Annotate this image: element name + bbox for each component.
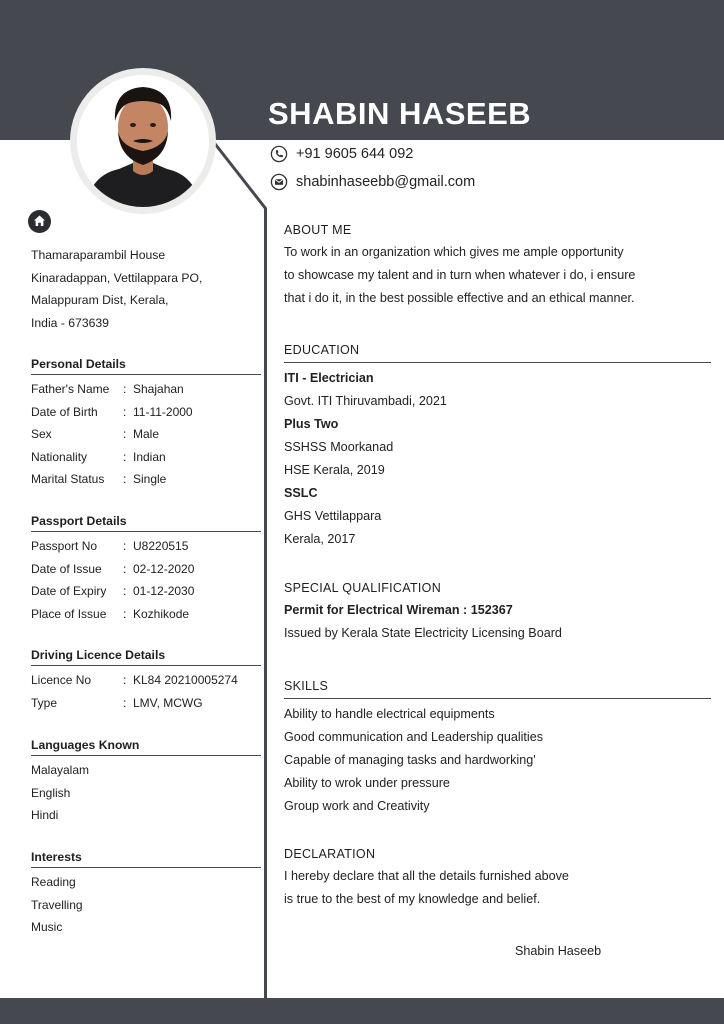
detail-value: 01-12-2030 xyxy=(133,584,195,599)
section-heading: Interests xyxy=(31,850,261,868)
interest-item: Reading xyxy=(31,875,76,889)
declaration-line: I hereby declare that all the details furnished above xyxy=(284,869,569,883)
education-line: GHS Vettilappara xyxy=(284,509,382,523)
detail-row: Nationality : Indian xyxy=(31,446,261,469)
detail-value: 02-12-2020 xyxy=(133,561,195,576)
phone-number[interactable]: +91 9605 644 092 xyxy=(296,146,414,162)
detail-key: Date of Birth xyxy=(31,404,98,419)
detail-row: Licence No : KL84 20210005274 xyxy=(31,669,261,692)
special-qualification-section xyxy=(284,581,711,645)
detail-row: Passport No : U8220515 xyxy=(31,535,261,558)
skill-item: Capable of managing tasks and hardworking' xyxy=(284,753,536,767)
address-line: Kinaradappan, Vettilappara PO, xyxy=(31,270,203,285)
section-heading: EDUCATION xyxy=(284,343,711,363)
footer-band xyxy=(0,998,724,1024)
education-line: Kerala, 2017 xyxy=(284,532,356,546)
interest-item: Travelling xyxy=(31,897,83,912)
address-block xyxy=(31,244,202,334)
address-line: India - 673639 xyxy=(31,315,109,330)
education-heading: ITI - Electrician xyxy=(284,371,374,385)
detail-value: LMV, MCWG xyxy=(133,695,203,710)
detail-key: Place of Issue xyxy=(31,606,107,621)
personal-details-section xyxy=(31,357,261,491)
section-heading: SKILLS xyxy=(284,679,711,699)
detail-value: 11-11-2000 xyxy=(133,404,193,419)
section-heading: Passport Details xyxy=(31,514,261,532)
education-line: SSHSS Moorkanad xyxy=(284,440,394,454)
about-section xyxy=(284,223,711,310)
email-icon xyxy=(270,173,288,191)
education-section xyxy=(284,343,711,551)
skill-item: Group work and Creativity xyxy=(284,799,430,813)
detail-key: Type xyxy=(31,695,58,710)
interest-item: Music xyxy=(31,920,63,935)
phone-icon xyxy=(270,145,288,163)
skill-item: Ability to wrok under pressure xyxy=(284,776,450,790)
about-line: that i do it, in the best possible effective and an ethical manner. xyxy=(284,291,635,305)
detail-value: Indian xyxy=(133,449,166,464)
detail-row: Place of Issue : Kozhikode xyxy=(31,603,261,626)
detail-value: Single xyxy=(133,472,167,487)
email-contact xyxy=(270,173,475,191)
detail-row: Date of Birth : 11-11-2000 xyxy=(31,401,261,424)
detail-key: Date of Expiry xyxy=(31,584,107,599)
address-line: Malappuram Dist, Kerala, xyxy=(31,293,169,307)
detail-value: Shajahan xyxy=(133,382,184,396)
declaration-section xyxy=(284,847,711,911)
education-heading: SSLC xyxy=(284,486,318,500)
language-item: Malayalam xyxy=(31,763,90,777)
column-divider xyxy=(264,208,267,1000)
about-line: to showcase my talent and in turn when whatever i do, i ensure xyxy=(284,268,636,282)
detail-value: Kozhikode xyxy=(133,606,190,621)
language-item: Hindi xyxy=(31,808,59,823)
detail-value: Male xyxy=(133,427,160,442)
detail-key: Licence No xyxy=(31,673,92,687)
passport-details-section xyxy=(31,514,261,625)
detail-key: Father's Name xyxy=(31,382,110,396)
skill-item: Ability to handle electrical equipments xyxy=(284,707,495,721)
detail-row: Father's Name : Shajahan xyxy=(31,378,261,401)
detail-key: Marital Status xyxy=(31,472,105,487)
education-heading: Plus Two xyxy=(284,417,339,431)
address-line: Thamaraparambil House xyxy=(31,248,166,262)
languages-section xyxy=(31,738,261,827)
detail-row: Date of Issue : 02-12-2020 xyxy=(31,558,261,581)
detail-key: Date of Issue xyxy=(31,561,102,576)
detail-row: Type : LMV, MCWG xyxy=(31,692,261,715)
section-heading: SPECIAL QUALIFICATION xyxy=(284,581,442,595)
detail-row: Sex : Male xyxy=(31,423,261,446)
section-heading: Languages Known xyxy=(31,738,261,756)
detail-key: Nationality xyxy=(31,449,88,464)
detail-row: Date of Expiry : 01-12-2030 xyxy=(31,580,261,603)
driving-licence-section xyxy=(31,648,261,714)
declaration-line: is true to the best of my knowledge and belief. xyxy=(284,892,541,906)
education-line: HSE Kerala, 2019 xyxy=(284,463,385,477)
qualification-line: Issued by Kerala State Electricity Licensing Board xyxy=(284,626,562,640)
signature-name: Shabin Haseeb xyxy=(515,944,602,958)
section-heading: Personal Details xyxy=(31,357,261,375)
section-heading: DECLARATION xyxy=(284,847,376,861)
home-icon xyxy=(28,210,51,233)
skill-item: Good communication and Leadership qualities xyxy=(284,730,544,744)
section-heading: ABOUT ME xyxy=(284,223,352,237)
qualification-heading: Permit for Electrical Wireman : 152367 xyxy=(284,603,513,617)
phone-contact xyxy=(270,145,413,163)
email-address[interactable]: shabinhaseebb@gmail.com xyxy=(296,174,476,190)
detail-key: Passport No xyxy=(31,539,98,553)
language-item: English xyxy=(31,785,71,800)
education-line: Govt. ITI Thiruvambadi, 2021 xyxy=(284,394,447,408)
candidate-name: SHABIN HASEEB xyxy=(268,96,532,131)
about-line: To work in an organization which gives me ample opportunity xyxy=(284,245,624,259)
profile-photo xyxy=(77,75,209,207)
detail-value: KL84 20210005274 xyxy=(133,673,238,687)
detail-row: Marital Status : Single xyxy=(31,468,261,491)
detail-value: U8220515 xyxy=(133,539,189,553)
skills-section xyxy=(284,679,711,818)
section-heading: Driving Licence Details xyxy=(31,648,261,666)
interests-section xyxy=(31,850,261,939)
detail-key: Sex xyxy=(31,427,52,442)
